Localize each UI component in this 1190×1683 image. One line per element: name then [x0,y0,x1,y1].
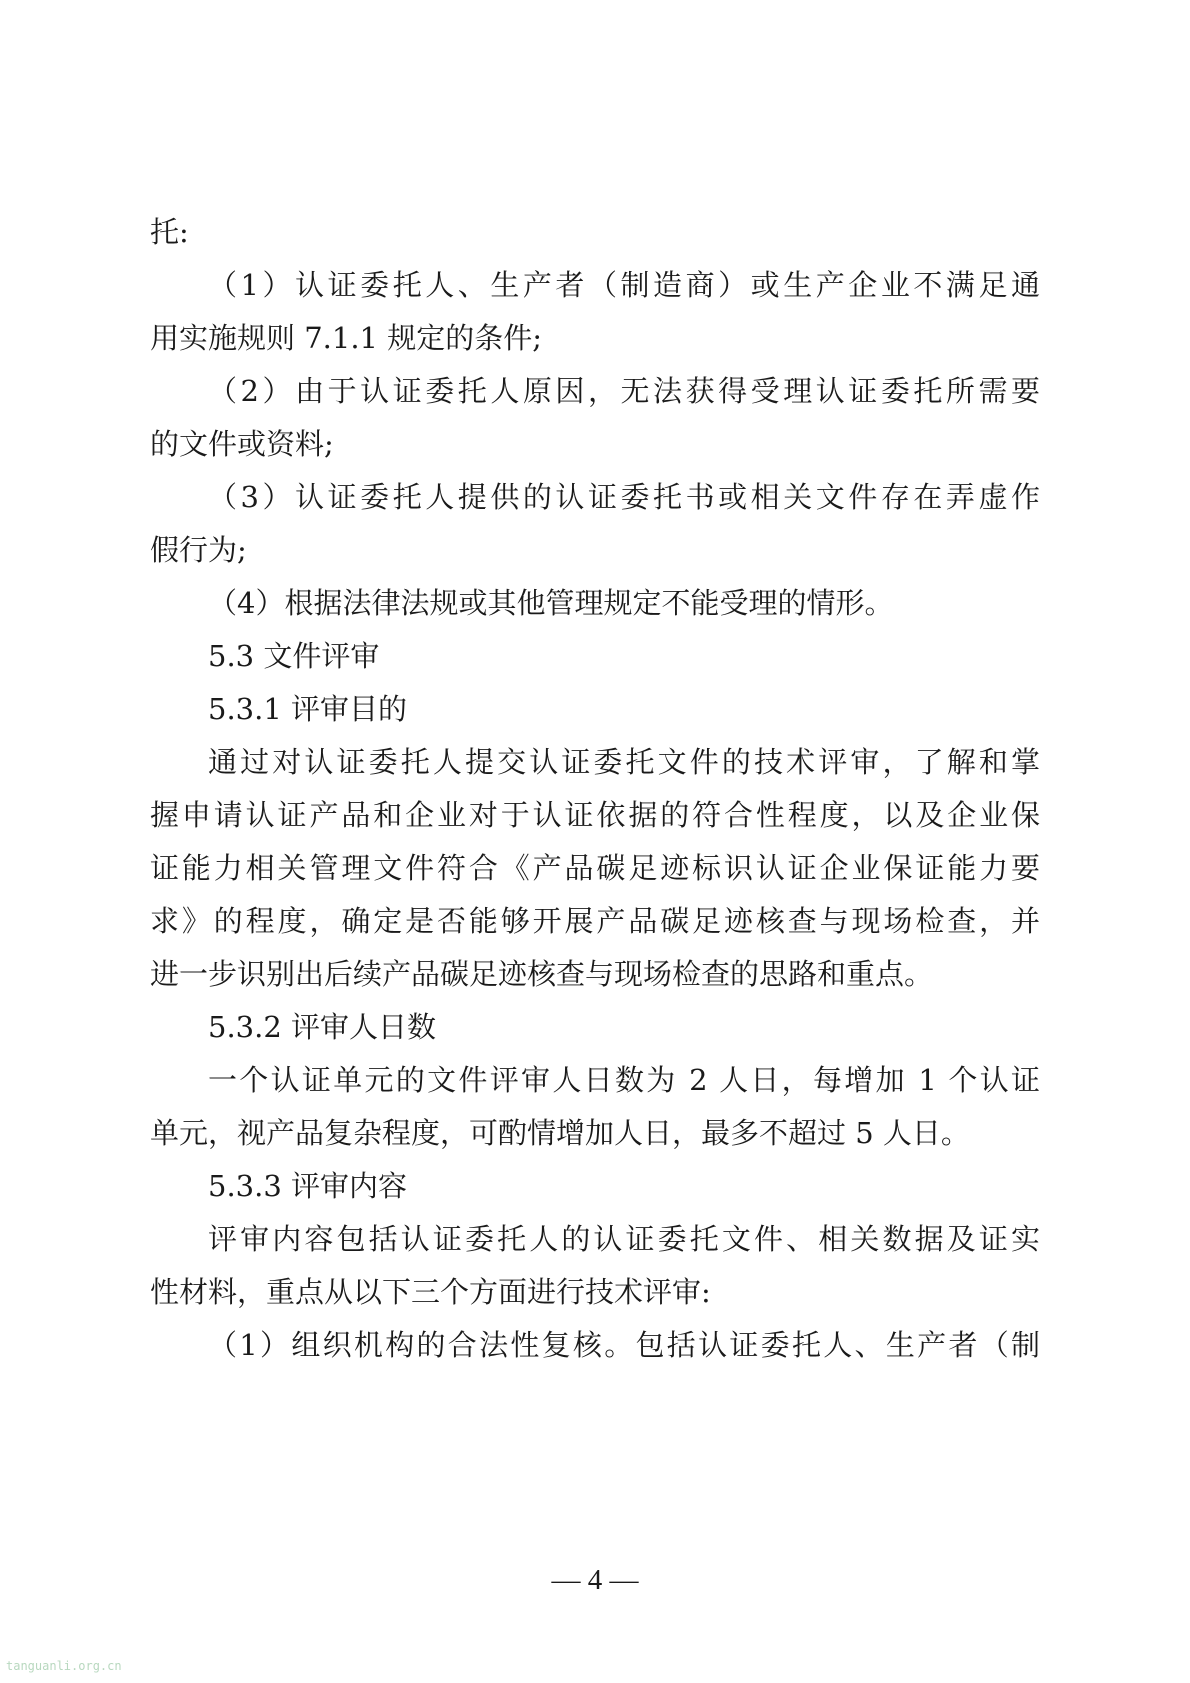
text-line: （3）认证委托人提供的认证委托书或相关文件存在弄虚作 [208,480,1040,514]
section-heading: 5.3.1 评审目的 [208,692,408,726]
text-line: （1）认证委托人、生产者（制造商）或生产企业不满足通 [208,268,1040,302]
text-line: 用实施规则 7.1.1 规定的条件; [150,321,542,355]
section-heading: 5.3.2 评审人日数 [208,1010,437,1044]
text-line: 证能力相关管理文件符合《产品碳足迹标识认证企业保证能力要 [150,851,1040,885]
text-line: 通过对认证委托人提交认证委托文件的技术评审，了解和掌 [208,745,1040,779]
section-heading: 5.3 文件评审 [208,639,380,673]
text-line: 的文件或资料; [150,427,334,461]
page-number: — 4 — [551,1564,639,1596]
text-line: 假行为; [150,533,247,567]
text-line: （2）由于认证委托人原因，无法获得受理认证委托所需要 [208,374,1040,408]
watermark-text: tanguanli.org.cn [6,1659,122,1673]
text-line: 握申请认证产品和企业对于认证依据的符合性程度，以及企业保 [150,798,1040,832]
text-line: 评审内容包括认证委托人的认证委托文件、相关数据及证实 [208,1222,1040,1256]
text-line: 托: [150,215,189,249]
section-heading: 5.3.3 评审内容 [208,1169,408,1203]
text-line: 进一步识别出后续产品碳足迹核查与现场检查的思路和重点。 [150,957,934,991]
text-line: 一个认证单元的文件评审人日数为 2 人日，每增加 1 个认证 [208,1063,1040,1097]
text-line: （4）根据法律法规或其他管理规定不能受理的情形。 [208,586,894,620]
text-line: （1）组织机构的合法性复核。包括认证委托人、生产者（制 [208,1328,1040,1362]
text-line: 性材料，重点从以下三个方面进行技术评审: [150,1275,711,1309]
text-line: 单元，视产品复杂程度，可酌情增加人日，最多不超过 5 人日。 [150,1116,970,1150]
text-line: 求》的程度，确定是否能够开展产品碳足迹核查与现场检查，并 [150,904,1040,938]
